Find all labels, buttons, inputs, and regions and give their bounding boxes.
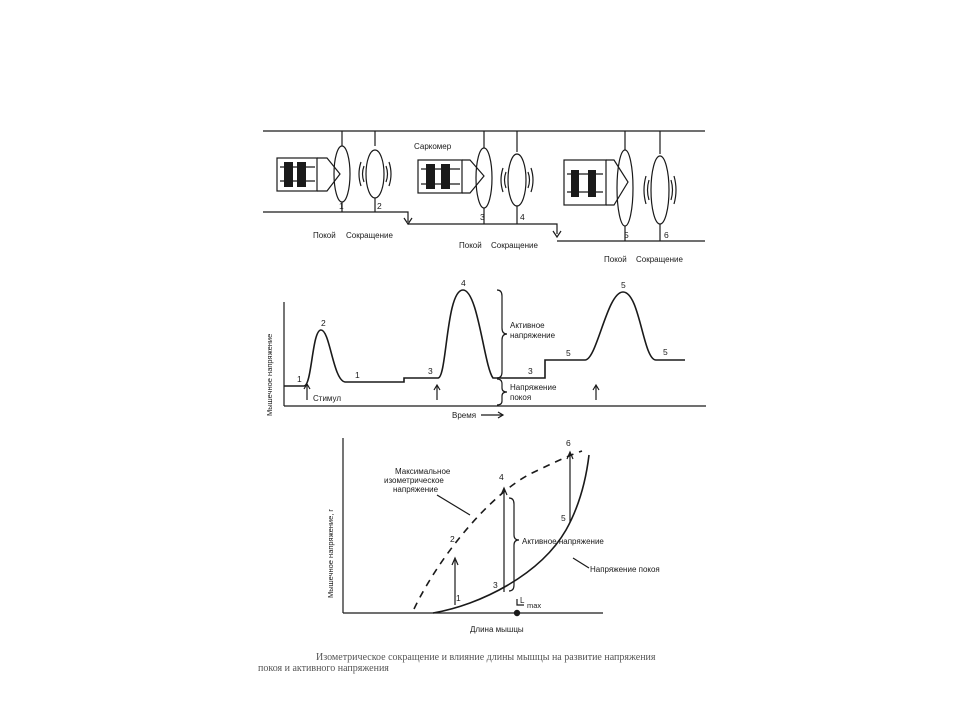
baseline-step-1 (263, 212, 408, 222)
spindle-label-6: 6 (664, 230, 669, 240)
spindle-label-2: 2 (377, 201, 382, 211)
sarcomere-1 (277, 158, 340, 191)
spindle-label-3: 3 (480, 212, 485, 222)
length-y-axis-label: Мышечное напряжение, г (326, 508, 335, 598)
muscle-spindle-2 (359, 131, 391, 212)
max-curve-label-l2: изометрическое (384, 476, 444, 485)
top-panel (263, 131, 705, 264)
lmax-subscript: max (527, 601, 542, 610)
point-label-5: 5 (561, 513, 566, 523)
trace-label-1: 1 (297, 374, 302, 384)
lmax-marker (514, 610, 519, 615)
trace-label-5c: 5 (663, 347, 668, 357)
active-tension-label: Активное напряжение (522, 537, 604, 546)
muscle-spindle-1 (334, 131, 350, 212)
rest-curve-pointer (573, 558, 589, 568)
point-label-3: 3 (493, 580, 498, 590)
rest-label-2: Покой (459, 241, 482, 250)
contraction-label-2: Сокращение (491, 241, 538, 250)
spindle-label-5: 5 (624, 230, 629, 240)
contraction-label-3: Сокращение (636, 255, 683, 264)
sarcomere-2 (418, 160, 484, 193)
middle-panel (265, 278, 706, 420)
active-tension-label-l1: Активное (510, 321, 545, 330)
trace-label-2: 2 (321, 318, 326, 328)
rest-tension-brace (497, 379, 507, 405)
stimulus-label: Стимул (313, 394, 341, 403)
point-label-6: 6 (566, 438, 571, 448)
trace-label-5a: 5 (566, 348, 571, 358)
contraction-label-1: Сокращение (346, 231, 393, 240)
tension-trace (284, 290, 685, 386)
time-x-axis-label: Время (452, 411, 477, 420)
sarcomere-label: Саркомер (414, 142, 452, 151)
tension-y-axis-label: Мышечное напряжение (265, 333, 274, 416)
point-label-1: 1 (456, 593, 461, 603)
caption-line-1: Изометрическое сокращение и влияние длины мышцы на развитие напряжения (316, 652, 656, 663)
trace-label-3b: 3 (528, 366, 533, 376)
rest-tension-label: Напряжение покоя (590, 565, 660, 574)
bottom-panel (326, 438, 660, 634)
rest-tension-label-l1: Напряжение (510, 383, 557, 392)
rest-label-1: Покой (313, 231, 336, 240)
baseline-step-2 (408, 224, 557, 234)
rest-label-3: Покой (604, 255, 627, 264)
muscle-spindle-3 (476, 131, 492, 224)
length-x-axis-label: Длина мышцы (470, 625, 524, 634)
trace-label-3: 3 (428, 366, 433, 376)
spindle-label-4: 4 (520, 212, 525, 222)
active-tension-label-l2: напряжение (510, 331, 556, 340)
active-bracket (509, 498, 519, 591)
active-tension-brace (497, 290, 507, 378)
max-curve-pointer (437, 495, 470, 515)
caption-line-2: покоя и активного напряжения (258, 663, 389, 674)
lmax-label: L (520, 596, 525, 605)
trace-label-4: 4 (461, 278, 466, 288)
trace-label-1b: 1 (355, 370, 360, 380)
muscle-spindle-6 (644, 131, 676, 241)
trace-label-5b: 5 (621, 280, 626, 290)
muscle-spindle-4 (501, 131, 533, 224)
max-curve-label-l3: напряжение (393, 485, 439, 494)
rest-tension-label-l2: покоя (510, 393, 532, 402)
spindle-label-1: 1 (339, 201, 344, 211)
max-curve-label-l1: Максимальное (395, 467, 451, 476)
point-label-4: 4 (499, 472, 504, 482)
rest-tension-curve (433, 455, 589, 613)
point-label-2: 2 (450, 534, 455, 544)
